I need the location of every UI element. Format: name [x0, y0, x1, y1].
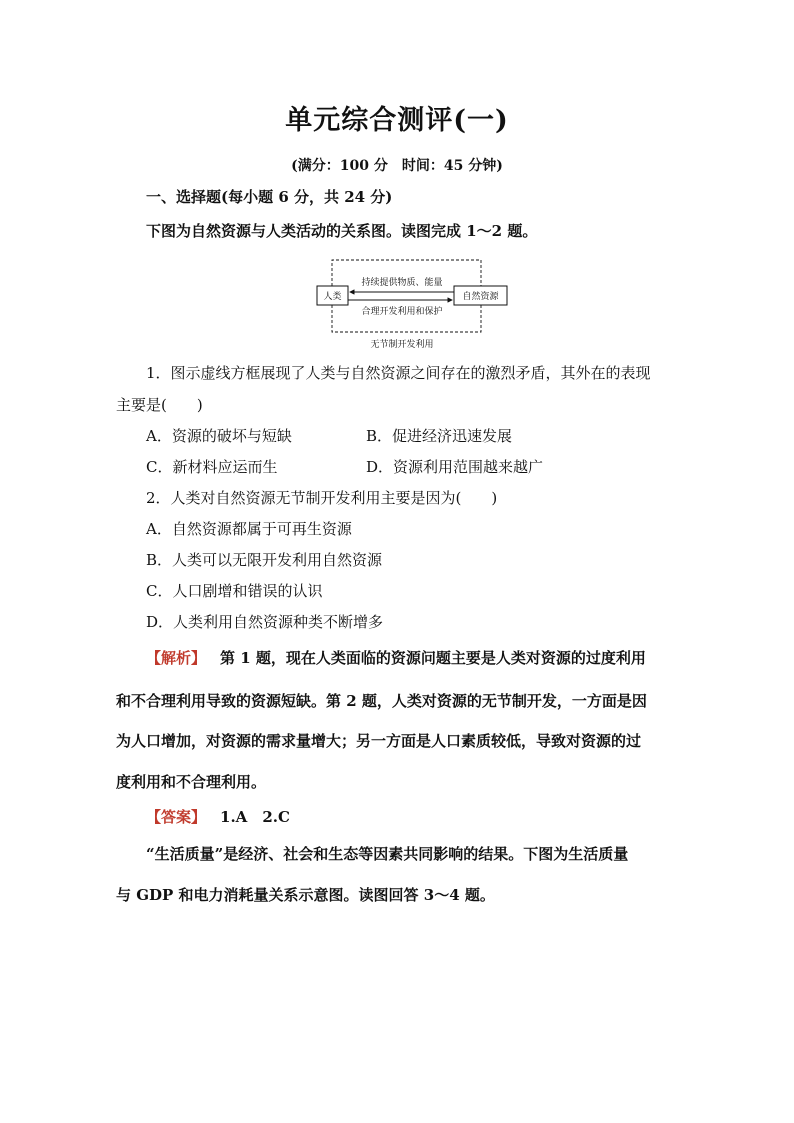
supply-arrow-label: 持续提供物质、能量	[361, 278, 443, 288]
resource-relationship-diagram	[316, 256, 508, 352]
page-subtitle: (满分：100 分 时间：45 分钟)	[291, 158, 503, 174]
question-2-stem: 2．人类对自然资源无节制开发利用主要是因为( )	[146, 489, 498, 507]
intro-paragraph-1: 下图为自然资源与人类活动的关系图。读图完成 1～2 题。	[146, 222, 538, 240]
question-1-option-a: A．资源的破坏与短缺	[146, 427, 292, 445]
question-2-option-d: D．人类利用自然资源种类不断增多	[146, 613, 384, 631]
intro-paragraph-2-line-1: “生活质量”是经济、社会和生态等因素共同影响的结果。下图为生活质量	[146, 845, 629, 863]
dashed-loop-label: 无节制开发利用	[370, 340, 434, 350]
question-1-stem-line-2: 主要是( )	[116, 396, 203, 414]
question-1-option-b: B．促进经济迅速发展	[366, 427, 513, 445]
analysis-tag: 【解析】	[146, 649, 207, 667]
question-2-option-a: A．自然资源都属于可再生资源	[146, 520, 352, 538]
question-1-option-c: C．新材料应运而生	[146, 458, 278, 476]
protect-arrow-label: 合理开发利用和保护	[361, 307, 443, 317]
analysis-line-3: 为人口增加，对资源的需求量增大；另一方面是人口素质较低，导致对资源的过	[116, 732, 642, 750]
page-title: 单元综合测评(一)	[285, 105, 509, 136]
question-2-option-b: B．人类可以无限开发利用自然资源	[146, 551, 383, 569]
question-2-option-c: C．人口剧增和错误的认识	[146, 582, 323, 600]
analysis-line-4: 度利用和不合理利用。	[116, 773, 267, 791]
analysis-text-1: 第 1 题，现在人类面临的资源问题主要是人类对资源的过度利用	[220, 649, 646, 667]
analysis-line-2: 和不合理利用导致的资源短缺。第 2 题，人类对资源的无节制开发，一方面是因	[116, 692, 647, 710]
question-1-stem-line-1: 1．图示虚线方框展现了人类与自然资源之间存在的激烈矛盾，其外在的表现	[146, 364, 651, 382]
answer-tag: 【答案】	[146, 808, 207, 826]
answer-text: 1.A 2.C	[220, 808, 290, 826]
intro-paragraph-2-line-2: 与 GDP 和电力消耗量关系示意图。读图回答 3～4 题。	[116, 886, 495, 904]
section-heading: 一、选择题(每小题 6 分，共 24 分)	[146, 188, 393, 206]
answer-line	[146, 806, 290, 827]
resource-box-label: 自然资源	[462, 292, 499, 302]
question-1-option-d: D．资源利用范围越来越广	[366, 458, 544, 476]
analysis-line-1	[146, 647, 646, 668]
human-box-label: 人类	[323, 292, 342, 302]
